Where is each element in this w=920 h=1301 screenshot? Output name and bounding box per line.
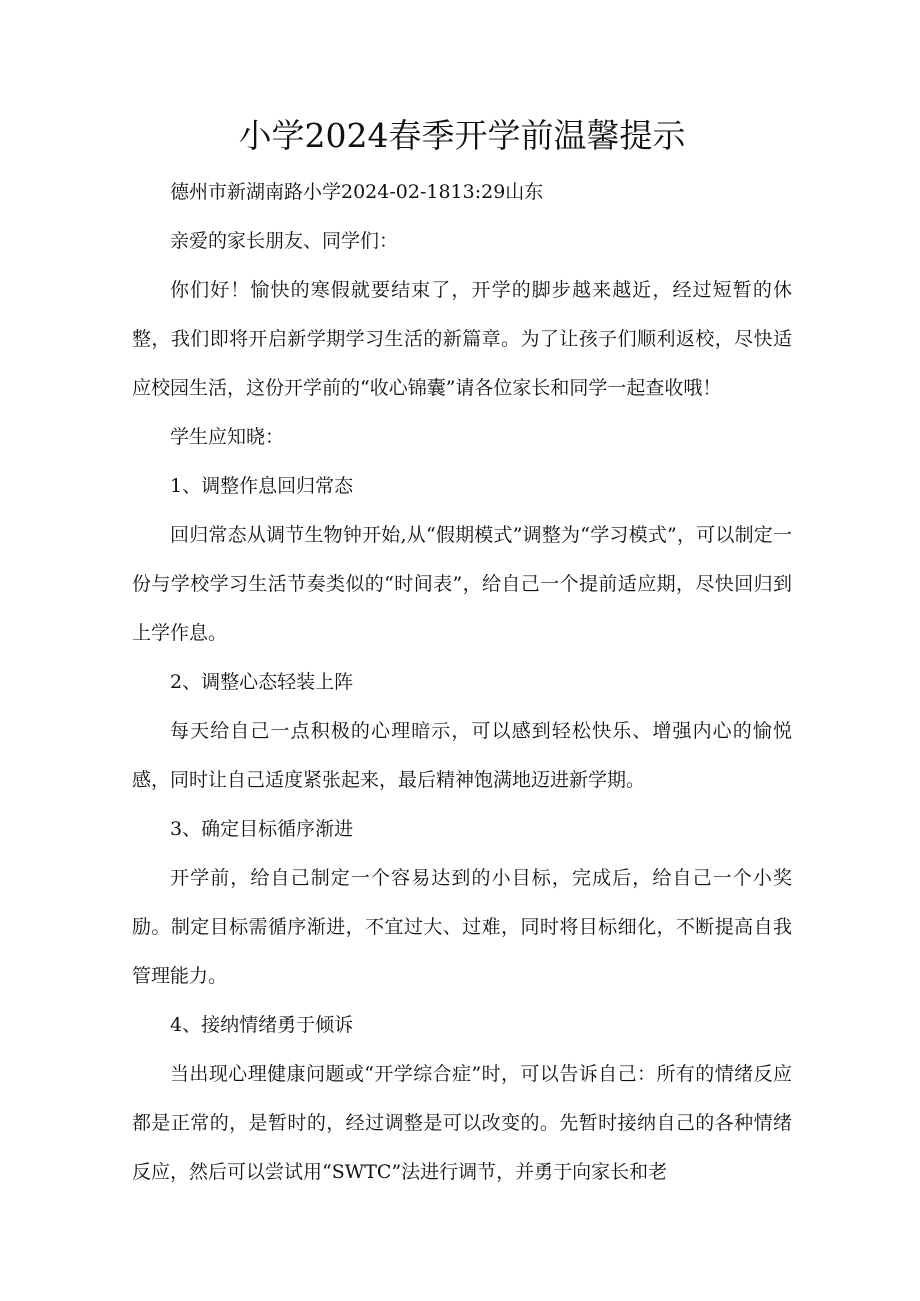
item-body-4: 当出现心理健康问题或“开学综合症”时，可以告诉自己：所有的情绪反应都是正常的，是暂时的，经过调整是可以改变的。先暂时接纳自己的各种情绪反应，然后可以尝试用“SWTC”法进行调节，并勇于向家长和老 xyxy=(132,1063,792,1183)
page-title: 小学2024春季开学前温馨提示 xyxy=(238,116,686,155)
intro-paragraph: 你们好！愉快的寒假就要结束了，开学的脚步越来越近，经过短暂的休整，我们即将开启新学期学习生活的新篇章。为了让孩子们顺利返校，尽快适应校园生活，这份开学前的“收心锦囊”请各位家长和同学一起查收哦！ xyxy=(132,279,792,399)
item-heading-2: 2、调整心态轻装上阵 xyxy=(170,671,354,693)
item-body-3: 开学前，给自己制定一个容易达到的小目标，完成后，给自己一个小奖励。制定目标需循序渐进，不宜过大、过难，同时将目标细化，不断提高自我管理能力。 xyxy=(132,867,792,987)
meta-line: 德州市新湖南路小学2024-02-1813:29山东 xyxy=(170,181,544,203)
greeting: 亲爱的家长朋友、同学们： xyxy=(170,230,399,252)
item-heading-4: 4、接纳情绪勇于倾诉 xyxy=(170,1014,354,1036)
item-heading-1: 1、调整作息回归常态 xyxy=(170,475,354,497)
item-body-1: 回归常态从调节生物钟开始,从“假期模式”调整为“学习模式”，可以制定一份与学校学习生活节奏类似的“时间表”，给自己一个提前适应期，尽快回归到上学作息。 xyxy=(132,524,792,644)
item-body-2: 每天给自己一点积极的心理暗示，可以感到轻松快乐、增强内心的愉悦感，同时让自己适度紧张起来，最后精神饱满地迈进新学期。 xyxy=(132,720,792,791)
document-page xyxy=(132,110,792,1197)
section-heading: 学生应知晓： xyxy=(170,426,285,448)
item-heading-3: 3、确定目标循序渐进 xyxy=(170,818,354,840)
